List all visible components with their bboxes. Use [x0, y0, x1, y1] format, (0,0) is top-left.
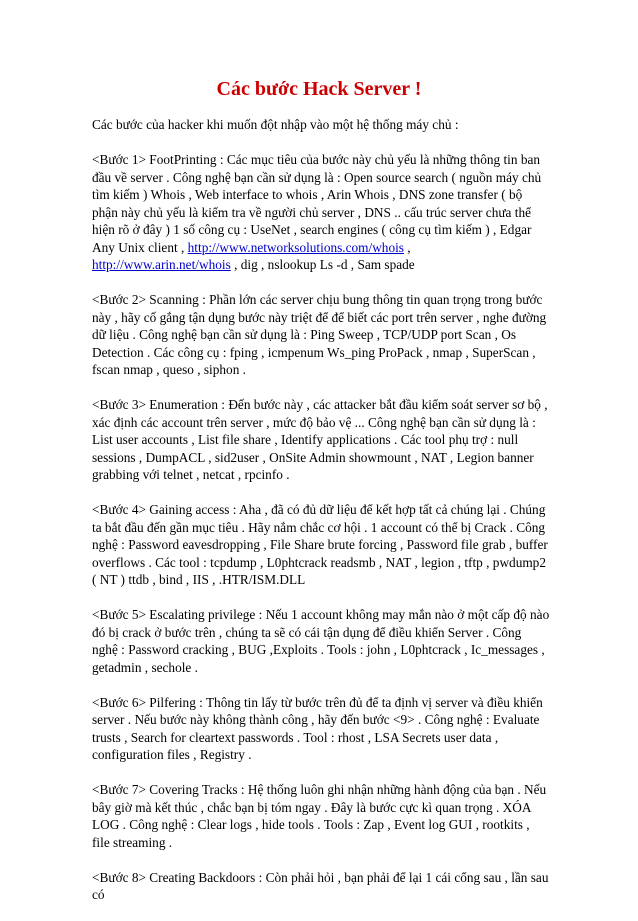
link-separator: , [403, 239, 411, 255]
step-3-paragraph: <Bước 3> Enumeration : Đến bước này , các attacker bắt đầu kiểm soát server sơ bộ , xác định các account trên server , mức độ bảo vệ ... Công nghệ bạn cần sử dụng là : List user accounts , List file share , Identify applications . Các tool phụ trợ : null sessions , DumpACL , sid2user , OnSite Admin showmount , NAT , Legion banner grabbing với telnet , netcat , rpcinfo . [92, 397, 548, 482]
step-2-paragraph: <Bước 2> Scanning : Phần lớn các server chịu bung thông tin quan trọng trong bước này , hãy cố gắng tận dụng bước này triệt để để biết các port trên server , nghe đường dữ liệu . Công nghệ bạn cần sử dụng là : Ping Sweep , TCP/UDP port Scan , Os Detection . Các công cụ : fping , icmpenum Ws_ping ProPack , nmap , SuperScan , fscan nmap , queso , siphon . [92, 292, 547, 377]
document-body [92, 116, 550, 921]
intro-paragraph: Các bước của hacker khi muốn đột nhập vào một hệ thống máy chủ : [92, 117, 459, 132]
step-5-paragraph: <Bước 5> Escalating privilege : Nếu 1 account không may mắn nào ở một cấp độ nào đó bị crack ở bước trên , chúng ta sẽ có cái tận dụng để điều khiển Server . Công nghệ : Password cracking , BUG ,Exploits . Tools : john , L0phtcrack , Ic_messages , getadmin , sechole . [92, 607, 550, 675]
step-6-paragraph: <Bước 6> Pilfering : Thông tin lấy từ bước trên đủ để ta định vị server và điều khiển server . Nếu bước này không thành công , hãy đến bước <9> . Công nghệ : Evaluate trusts , Search for cleartext passwords . Tool : rhost , LSA Secrets user data , configuration files , Registry . [92, 694, 543, 762]
step-8-paragraph: <Bước 8> Creating Backdoors : Còn phải hỏi , bạn phải để lại 1 cái cổng sau , lần sau có [92, 869, 549, 902]
networksolutions-whois-link[interactable]: http://www.networksolutions.com/whois [187, 239, 404, 255]
step-7-paragraph: <Bước 7> Covering Tracks : Hệ thống luôn ghi nhận những hành động của bạn . Nếu bây giờ mà kết thúc , chắc bạn bị tóm ngay . Đây là bước cực kì quan trọng . XÓA LOG . Công nghệ : Clear logs , hide tools . Tools : Zap , Event log GUI , rootkits , file streaming . [92, 782, 547, 850]
step-1-paragraph [92, 151, 550, 274]
step-4-paragraph: <Bước 4> Gaining access : Aha , đã có đủ dữ liệu để kết hợp tất cả chúng lại . Chúng ta bắt đầu đến gần mục tiêu . Hãy nắm chắc cơ hội . 1 account có thể bị Crack . Công nghệ : Password eavesdropping , File Share brute forcing , Password file grab , buffer overflows . Các tool : tcpdump , L0phtcrack readsmb , NAT , legion , tftp , pwdump2 ( NT ) ttdb , bind , IIS , .HTR/ISM.DLL [92, 502, 548, 587]
arin-whois-link[interactable]: http://www.arin.net/whois [92, 257, 231, 272]
step-1-tail: , dig , nslookup Ls -d , Sam spade [230, 257, 415, 272]
page-title: Các bước Hack Server ! [216, 78, 422, 100]
step-1-text: <Bước 1> FootPrinting : Các mục tiêu của bước này chủ yếu là những thông tin ban đầu về server . Công nghệ bạn cần sử dụng là : Open source search ( nguồn máy chủ tìm kiếm ) Whois , Web interface to whois , Arin Whois , DNS zone transfer ( bộ phận này chủ yếu là kiểm tra về người chủ server , DNS .. cấu trúc server chưa thể hiện rõ ở đây ) 1 số công cụ : UseNet , search engines ( công cụ tìm kiếm ) , Edgar Any Unix client , [92, 152, 542, 255]
